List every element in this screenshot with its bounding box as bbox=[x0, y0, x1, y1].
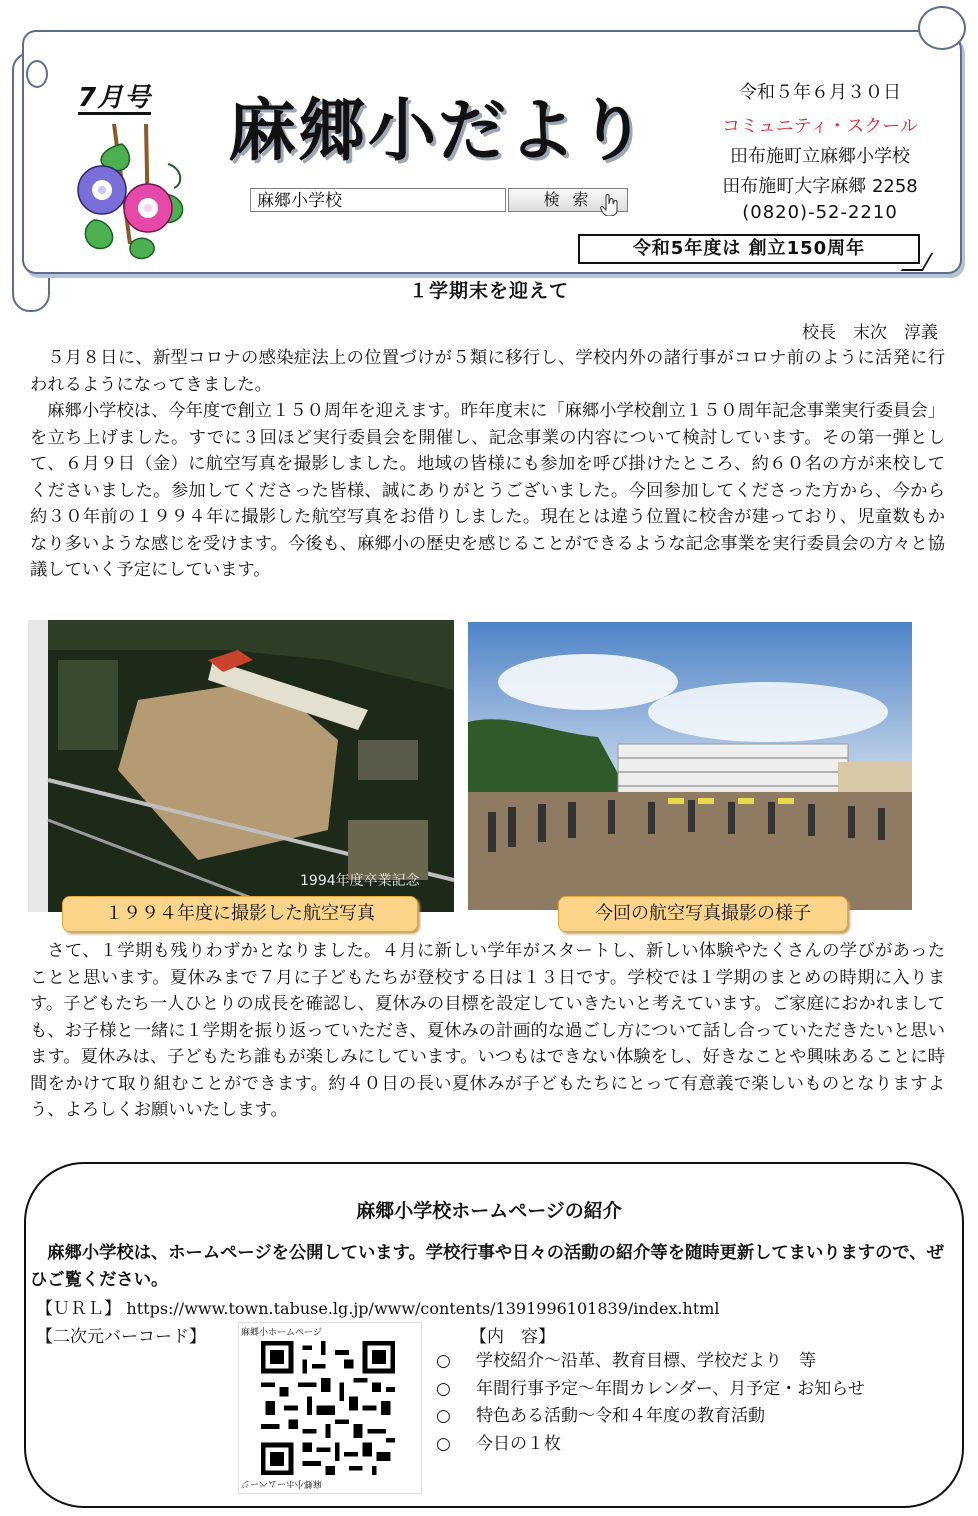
article-heading: １学期末を迎えて bbox=[408, 280, 569, 302]
article-closing: さて、１学期も残りわずかとなりました。４月に新しい学年がスタートし、新しい体験やたくさんの学びがあったことと思います。夏休みまで７月に子どもたちが登校する日は１３日です。学校では１学期のまとめの時期に入ります。子どもたち一人ひとりの成長を確認し、夏休みの目標を設定していきたいと考えています。ご家庭におかれましても、お子様と一緒に１学期を振り返っていただき、夏休みの計画的な過ごし方について話し合っていただきたいと思います。夏休みは、子どもたち誰もが楽しみにしています。いつもはできない体験をし、好きなことや興味あることに時間をかけて取り組むことができます。約４０日の長い夏休みが子どもたちにとって有意義で楽しいものとなりますよう、よろしくお願いいたします。 bbox=[30, 941, 945, 1120]
photo-overlay-text: 1994年度卒業記念 bbox=[300, 873, 420, 889]
newsletter-title: 麻郷小だより bbox=[228, 92, 649, 171]
article-paragraph: 麻郷小学校は、今年度で創立１５０周年を迎えます。昨年度末に「麻郷小学校創立１５０周年記念事業実行委員会」を立ち上げました。すでに３回ほど実行委員会を開催し、記念事業の内容について検討しています。その第一弾として、６月９日（金）に航空写真を撮影しました。地域の皆様にも参加を呼び掛けたところ、約６０名の方が来校してくださいました。参加してくださった皆様、誠にありがとうございました。今回参加してくださった方から、今から約３０年前の１９９４年に撮影した航空写真をお借りしました。現在とは違う位置に校舎が建っており、児童数もかなり多いような感じを受けます。今後も、麻郷小の歴史を感じることができるような記念事業を実行委員会の方々と協議していく予定にしています。 bbox=[30, 401, 945, 580]
contents-label: 【内 容】 bbox=[470, 1327, 555, 1347]
qr-code-image bbox=[261, 1341, 395, 1475]
issue-label: 7月号 bbox=[78, 83, 152, 113]
qr-border-text: 麻郷小ホームページ bbox=[241, 1478, 322, 1488]
community-school-label: コミュニティ・スクール bbox=[722, 116, 918, 137]
search-input[interactable]: 麻郷小学校 bbox=[250, 188, 506, 212]
aerial-photo-1994 bbox=[28, 620, 454, 912]
search-button[interactable]: 検 索 bbox=[508, 188, 628, 212]
morning-glory-illustration bbox=[72, 124, 196, 264]
school-name: 田布施町立麻郷小学校 bbox=[730, 146, 910, 167]
pointer-hand-icon bbox=[600, 194, 618, 216]
school-address: 田布施町大字麻郷 2258 bbox=[722, 176, 918, 197]
article-paragraph: ５月８日に、新型コロナの感染症法上の位置づけが５類に移行し、学校内外の諸行事がコロナ前のように活発に行われるようになってきました。 bbox=[30, 348, 945, 395]
qr-border-text: 麻郷小ホームページ bbox=[241, 1328, 322, 1338]
issue-date: 令和５年６月３０日 bbox=[739, 82, 901, 103]
homepage-url-link[interactable]: https://www.town.tabuse.lg.jp/www/contents/1391996101839/index.html bbox=[126, 1299, 720, 1318]
scroll-right-curl bbox=[918, 6, 966, 50]
homepage-text: 麻郷小学校は、ホームページを公開しています。学校行事や日々の活動の紹介等を随時更新してまいりますので、ぜひご覧ください。 bbox=[30, 1243, 944, 1290]
scroll-left-curl-inner bbox=[26, 60, 48, 88]
list-item: ○ 学校紹介～沿革、教育目標、学校だより 等 bbox=[436, 1348, 865, 1376]
qr-code-label: 【二次元バーコード】 bbox=[36, 1327, 206, 1347]
list-item: ○ 特色ある活動～令和４年度の教育活動 bbox=[436, 1403, 865, 1431]
contents-list bbox=[436, 1348, 865, 1458]
article-author: 校長 末次 淳義 bbox=[802, 323, 938, 343]
photo-current-shoot bbox=[468, 622, 912, 910]
list-item: ○ 年間行事予定～年間カレンダー、月予定・お知らせ bbox=[436, 1376, 865, 1404]
anniversary-banner: 令和5年度は 創立150周年 bbox=[578, 234, 920, 264]
school-phone: (0820)-52-2210 bbox=[742, 202, 898, 223]
url-label: 【ＵＲＬ】 bbox=[36, 1299, 121, 1319]
list-item: ○ 今日の１枚 bbox=[436, 1431, 865, 1459]
homepage-url-row bbox=[36, 1294, 720, 1319]
photo-caption-current: 今回の航空写真撮影の様子 bbox=[558, 896, 848, 932]
photo-caption-1994: １９９４年度に撮影した航空写真 bbox=[62, 896, 418, 932]
qr-code[interactable] bbox=[238, 1322, 422, 1494]
homepage-title: 麻郷小学校ホームページの紹介 bbox=[356, 1200, 622, 1222]
